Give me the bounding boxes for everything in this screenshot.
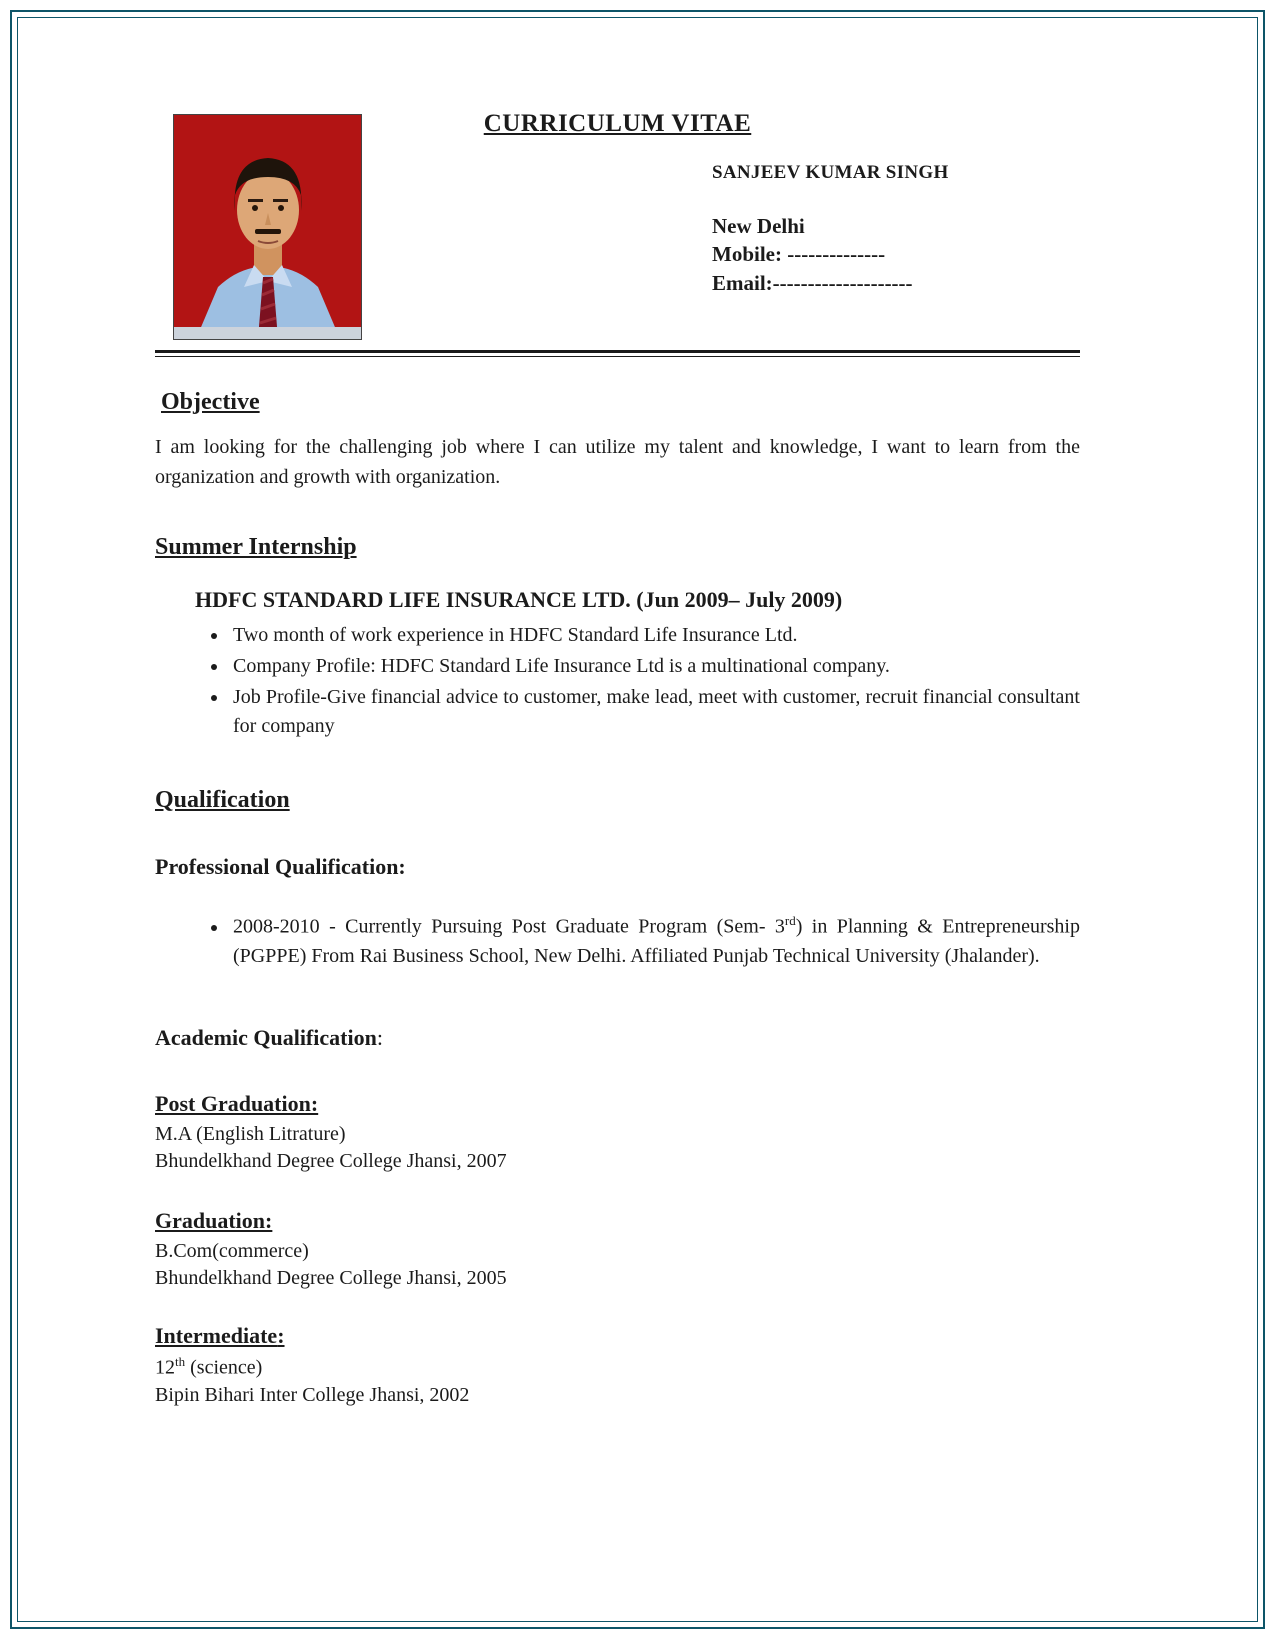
graduation-college: Bhundelkhand Degree College Jhansi, 2005	[155, 1267, 507, 1290]
intermediate-label: Intermediate	[155, 1323, 278, 1349]
list-item	[229, 621, 1080, 650]
post-graduation-degree: M.A (English Litrature)	[155, 1122, 346, 1145]
professional-bullet-list	[155, 912, 1080, 971]
professional-qualification-heading: Professional Qualification:	[155, 854, 406, 879]
objective-heading: Objective	[161, 389, 260, 415]
mobile-line	[712, 240, 913, 268]
internship-company: HDFC STANDARD LIFE INSURANCE LTD. (Jun 2009– July 2009)	[195, 587, 843, 612]
ordinal-superscript: rd	[784, 913, 796, 928]
professional-bullet-pre: 2008-2010 - Currently Pursuing Post Graduate Program (Sem- 3	[233, 915, 785, 938]
qualification-heading: Qualification	[155, 787, 290, 813]
ordinal-superscript: th	[175, 1354, 186, 1370]
list-item	[229, 912, 1080, 971]
post-graduation-heading: Post Graduation:	[155, 1090, 319, 1116]
graduation-heading: Graduation:	[155, 1207, 273, 1233]
applicant-photo-image	[174, 115, 361, 339]
graduation-degree: B.Com(commerce)	[155, 1239, 309, 1262]
page-title: CURRICULUM VITAE	[483, 110, 752, 137]
cv-content	[155, 100, 1080, 1410]
applicant-name: SANJEEV KUMAR SINGH	[712, 162, 949, 183]
internship-bullet-2: Company Profile: HDFC Standard Life Insurance Ltd is a multinational company.	[233, 655, 890, 677]
applicant-photo	[173, 114, 362, 340]
mobile-value: --------------	[781, 242, 886, 267]
email-label: Email:	[712, 270, 773, 295]
intermediate-stream: (science)	[185, 1356, 263, 1379]
internship-bullet-3: Job Profile-Give financial advice to customer, make lead, meet with customer, recruit financial consultant for company	[233, 686, 1080, 737]
post-graduation-college: Bhundelkhand Degree College Jhansi, 2007	[155, 1150, 507, 1173]
professional-bullet-post: ) in Planning & Entrepreneurship (PGPPE) From Rai Business School, New Delhi. Affiliated Punjab Technical University (Jhalander).	[233, 915, 1080, 967]
intermediate-heading	[155, 1323, 1080, 1349]
list-item	[229, 652, 1080, 681]
internship-bullet-1: Two month of work experience in HDFC Standard Life Insurance Ltd.	[233, 624, 798, 646]
email-value: --------------------	[772, 270, 913, 295]
intermediate-college: Bipin Bihari Inter College Jhansi, 2002	[155, 1384, 470, 1407]
academic-qualification-colon: :	[376, 1024, 383, 1050]
internship-bullet-list	[155, 621, 1080, 741]
intermediate-degree	[155, 1353, 1080, 1382]
list-item	[229, 683, 1080, 741]
intermediate-class: 12	[155, 1356, 175, 1379]
academic-qualification-label: Academic Qualification	[155, 1024, 377, 1050]
objective-text: I am looking for the challenging job where I can utilize my talent and knowledge, I want to learn from the organization and growth with organization.	[155, 436, 1080, 488]
header-divider	[155, 350, 1080, 357]
intermediate-colon: :	[277, 1323, 285, 1349]
contact-block	[712, 212, 913, 297]
cv-header	[155, 100, 1080, 350]
city-line: New Delhi	[712, 214, 805, 238]
academic-qualification-heading	[155, 1025, 1080, 1051]
email-line	[712, 269, 913, 297]
internship-heading: Summer Internship	[155, 534, 357, 560]
mobile-label: Mobile:	[712, 242, 782, 267]
